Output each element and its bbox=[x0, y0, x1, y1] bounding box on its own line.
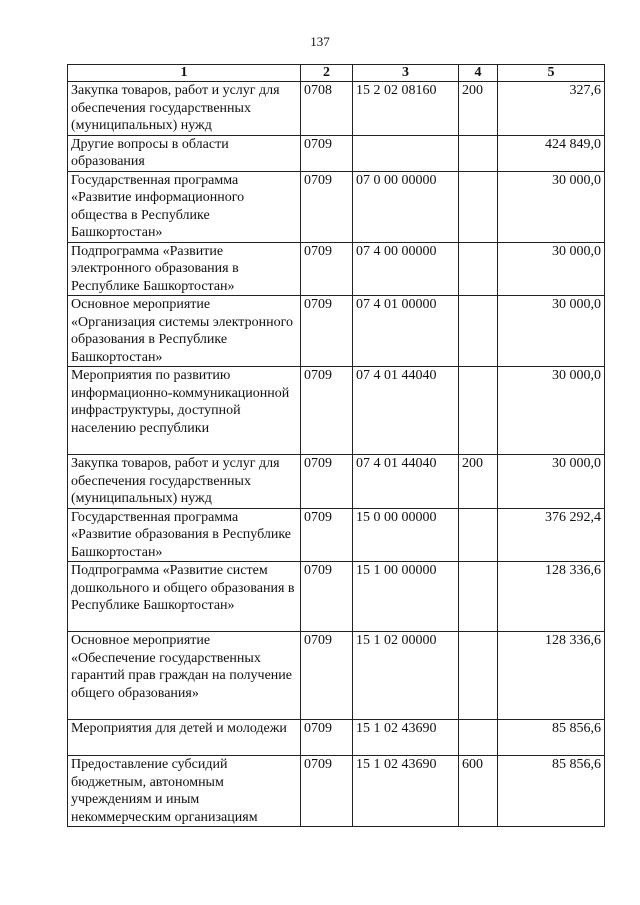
row-name-cell: Государственная программа «Развитие информационного общества в Республике Башкортостан» bbox=[68, 171, 301, 242]
expense-type-cell: 600 bbox=[459, 756, 498, 827]
section-code-cell: 0709 bbox=[301, 367, 353, 455]
row-name-cell: Мероприятия по развитию информационно-коммуникационной инфраструктуры, доступной населению республики bbox=[68, 367, 301, 455]
expense-type-cell: 200 bbox=[459, 455, 498, 509]
amount-cell: 30 000,0 bbox=[498, 455, 605, 509]
target-article-cell: 15 1 02 43690 bbox=[353, 756, 459, 827]
table-row bbox=[68, 171, 605, 242]
column-header: 1 bbox=[68, 65, 301, 82]
section-code-cell: 0709 bbox=[301, 720, 353, 756]
target-article-cell: 15 1 00 00000 bbox=[353, 562, 459, 632]
expense-type-cell: 200 bbox=[459, 82, 498, 136]
row-name-cell: Подпрограмма «Развитие электронного образования в Республике Башкортостан» bbox=[68, 242, 301, 296]
target-article-cell: 07 4 01 00000 bbox=[353, 296, 459, 367]
amount-cell: 85 856,6 bbox=[498, 720, 605, 756]
target-article-cell bbox=[353, 135, 459, 171]
expense-type-cell bbox=[459, 296, 498, 367]
row-name-cell: Закупка товаров, работ и услуг для обеспечения государственных (муниципальных) нужд bbox=[68, 455, 301, 509]
expense-type-cell bbox=[459, 562, 498, 632]
section-code-cell: 0709 bbox=[301, 171, 353, 242]
expense-type-cell bbox=[459, 367, 498, 455]
amount-cell: 128 336,6 bbox=[498, 632, 605, 720]
column-header: 4 bbox=[459, 65, 498, 82]
table-row bbox=[68, 296, 605, 367]
section-code-cell: 0709 bbox=[301, 135, 353, 171]
section-code-cell: 0709 bbox=[301, 562, 353, 632]
budget-table bbox=[67, 64, 605, 827]
column-header: 2 bbox=[301, 65, 353, 82]
section-code-cell: 0709 bbox=[301, 632, 353, 720]
row-name-cell: Другие вопросы в области образования bbox=[68, 135, 301, 171]
target-article-cell: 07 4 01 44040 bbox=[353, 367, 459, 455]
target-article-cell: 15 0 00 00000 bbox=[353, 508, 459, 562]
row-name-cell: Основное мероприятие «Обеспечение государственных гарантий прав граждан на получение общего образования» bbox=[68, 632, 301, 720]
table-row bbox=[68, 720, 605, 756]
section-code-cell: 0709 bbox=[301, 508, 353, 562]
expense-type-cell bbox=[459, 508, 498, 562]
section-code-cell: 0709 bbox=[301, 756, 353, 827]
amount-cell: 376 292,4 bbox=[498, 508, 605, 562]
table-row bbox=[68, 632, 605, 720]
table-row bbox=[68, 82, 605, 136]
expense-type-cell bbox=[459, 171, 498, 242]
amount-cell: 327,6 bbox=[498, 82, 605, 136]
target-article-cell: 07 4 00 00000 bbox=[353, 242, 459, 296]
table-row bbox=[68, 135, 605, 171]
column-header: 5 bbox=[498, 65, 605, 82]
table-row bbox=[68, 455, 605, 509]
target-article-cell: 07 4 01 44040 bbox=[353, 455, 459, 509]
expense-type-cell bbox=[459, 720, 498, 756]
expense-type-cell bbox=[459, 135, 498, 171]
row-name-cell: Подпрограмма «Развитие систем дошкольного и общего образования в Республике Башкортостан» bbox=[68, 562, 301, 632]
amount-cell: 128 336,6 bbox=[498, 562, 605, 632]
amount-cell: 30 000,0 bbox=[498, 242, 605, 296]
table-row bbox=[68, 562, 605, 632]
section-code-cell: 0708 bbox=[301, 82, 353, 136]
section-code-cell: 0709 bbox=[301, 455, 353, 509]
table-row bbox=[68, 242, 605, 296]
row-name-cell: Предоставление субсидий бюджетным, автономным учреждениям и иным некоммерческим организациям bbox=[68, 756, 301, 827]
section-code-cell: 0709 bbox=[301, 296, 353, 367]
amount-cell: 30 000,0 bbox=[498, 171, 605, 242]
table-row bbox=[68, 508, 605, 562]
page-number: 137 bbox=[310, 34, 330, 49]
table-row bbox=[68, 756, 605, 827]
header-row bbox=[68, 65, 605, 82]
amount-cell: 85 856,6 bbox=[498, 756, 605, 827]
row-name-cell: Основное мероприятие «Организация системы электронного образования в Республике Башкортостан» bbox=[68, 296, 301, 367]
target-article-cell: 15 1 02 43690 bbox=[353, 720, 459, 756]
amount-cell: 424 849,0 bbox=[498, 135, 605, 171]
row-name-cell: Мероприятия для детей и молодежи bbox=[68, 720, 301, 756]
row-name-cell: Государственная программа «Развитие образования в Республике Башкортостан» bbox=[68, 508, 301, 562]
target-article-cell: 07 0 00 00000 bbox=[353, 171, 459, 242]
section-code-cell: 0709 bbox=[301, 242, 353, 296]
target-article-cell: 15 2 02 08160 bbox=[353, 82, 459, 136]
amount-cell: 30 000,0 bbox=[498, 367, 605, 455]
row-name-cell: Закупка товаров, работ и услуг для обеспечения государственных (муниципальных) нужд bbox=[68, 82, 301, 136]
expense-type-cell bbox=[459, 632, 498, 720]
target-article-cell: 15 1 02 00000 bbox=[353, 632, 459, 720]
column-header: 3 bbox=[353, 65, 459, 82]
amount-cell: 30 000,0 bbox=[498, 296, 605, 367]
expense-type-cell bbox=[459, 242, 498, 296]
table-row bbox=[68, 367, 605, 455]
